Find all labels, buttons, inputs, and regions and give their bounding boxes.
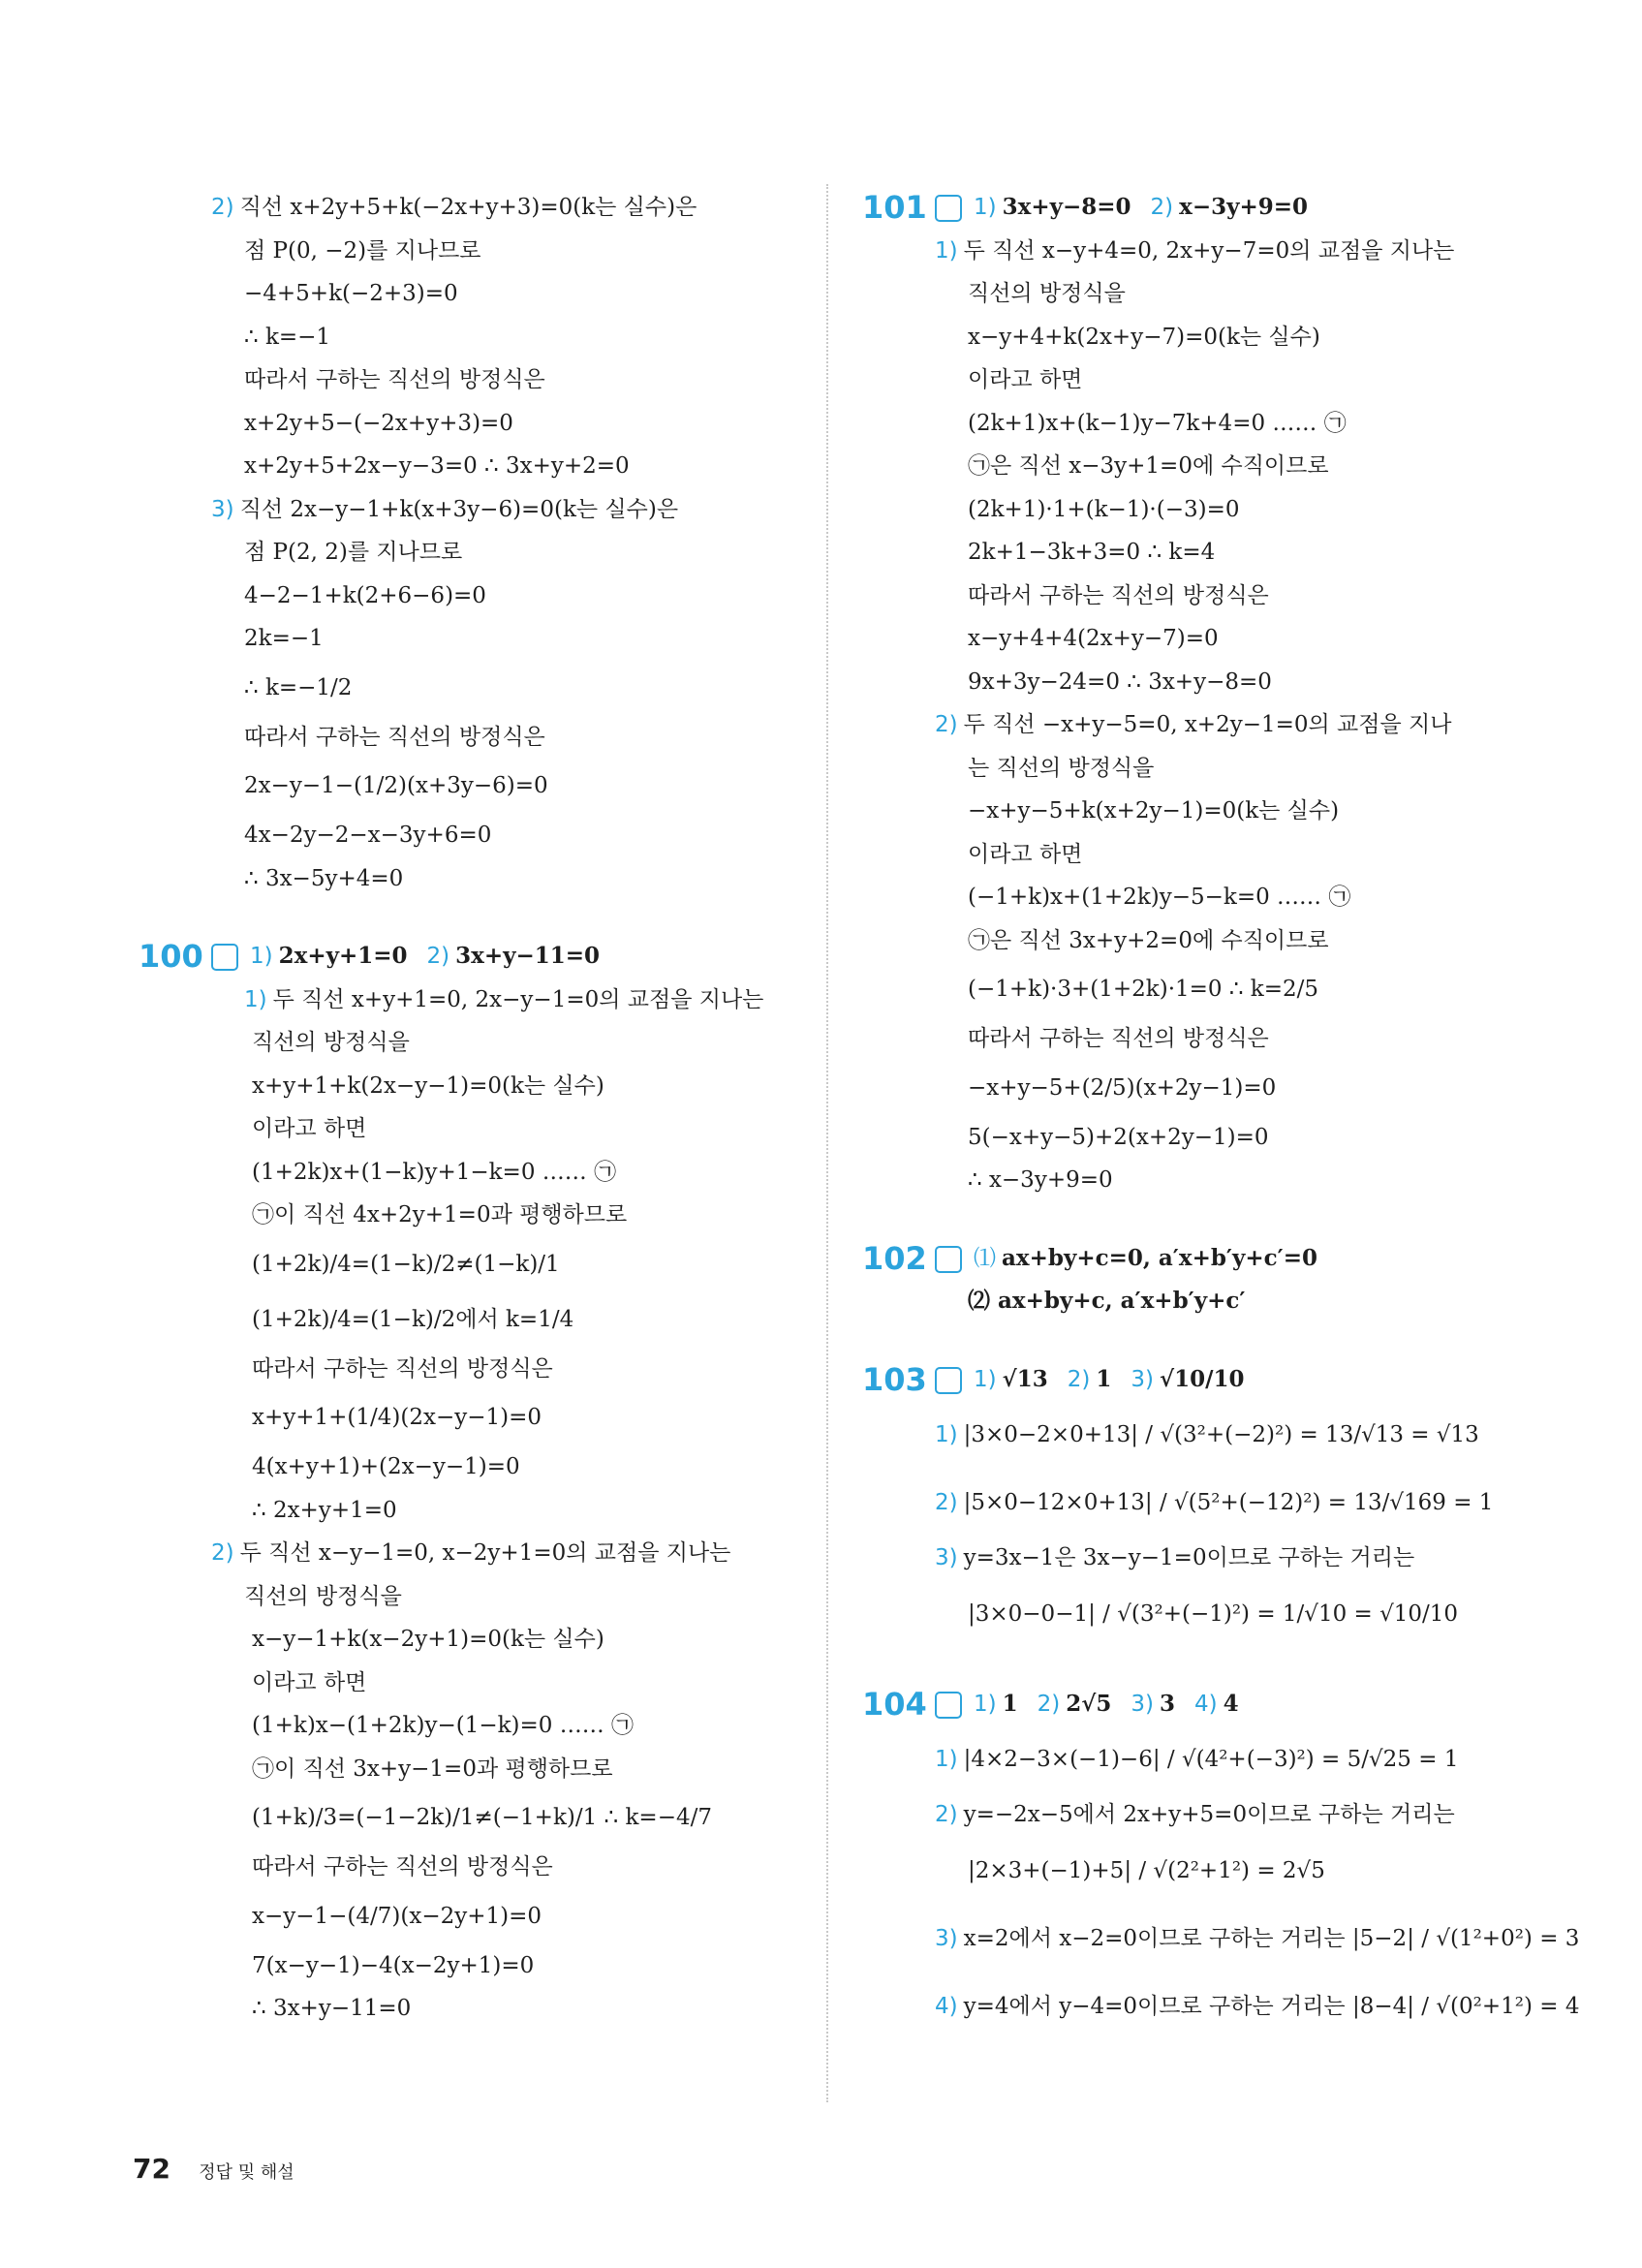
answer-mark: 2) — [1067, 1366, 1091, 1392]
page-number: 72 — [133, 2153, 170, 2185]
solution-line — [935, 1837, 1506, 1905]
solution-text: −4+5+k(−2+3)=0 — [244, 281, 458, 306]
answer-text: 3x+y−11=0 — [455, 943, 601, 969]
problem-header — [139, 935, 812, 979]
solution-line — [935, 1725, 1506, 1793]
solution-text: 2x−y−1−(1/2)(x+3y−6)=0 — [244, 773, 548, 798]
answer-mark: ⑴ — [974, 1245, 996, 1271]
answer-item — [974, 1691, 1018, 1717]
solution-text: 따라서 구하는 직선의 방정식은 — [968, 582, 1269, 608]
solution-line — [935, 358, 1506, 402]
solution-text: 이라고 하면 — [968, 367, 1083, 392]
solution-line — [935, 1905, 1580, 1973]
solution-text: 4x−2y−2−x−3y+6=0 — [244, 823, 492, 848]
solution-text: |3×0−0−1| / √(3²+(−1)²) = 1/√10 = √10/10 — [968, 1600, 1459, 1627]
solution-text: 이라고 하면 — [968, 841, 1083, 867]
solution-line — [211, 1348, 812, 1391]
solution-line — [211, 488, 812, 532]
solution-text: 따라서 구하는 직선의 방정식은 — [252, 1355, 553, 1382]
solution-text: x+2y+5+2x−y−3=0 ∴ 3x+y+2=0 — [244, 453, 630, 479]
answer-text: 2x+y+1=0 — [278, 943, 408, 969]
answer-mark: 1) — [974, 195, 997, 220]
solution-line — [935, 1537, 1506, 1580]
solution-line — [211, 1575, 812, 1619]
solution-text: (2k+1)·1+(k−1)·(−3)=0 — [968, 496, 1240, 522]
answer-mark: 1) — [974, 1691, 997, 1717]
answer-mark: 2) — [1037, 1691, 1061, 1717]
solution-text: 따라서 구하는 직선의 방정식은 — [252, 1854, 553, 1880]
solution-line — [211, 1021, 812, 1065]
answer-mark: 1) — [250, 944, 273, 969]
left-column — [139, 186, 812, 2031]
solution-text: ∴ k=−1 — [244, 324, 331, 350]
answer-item — [974, 1245, 1317, 1271]
problem-number: 102 — [862, 1239, 927, 1277]
solution-line — [935, 1061, 1506, 1116]
solution-text: 두 직선 x−y+4=0, 2x+y−7=0의 교점을 지나는 — [963, 237, 1455, 264]
solution-line — [935, 1469, 1506, 1537]
solution-line — [935, 703, 1506, 747]
solution-line — [211, 402, 812, 446]
solution-line — [935, 1017, 1506, 1061]
step-mark: 2) — [935, 712, 958, 737]
solution-line — [935, 962, 1506, 1017]
solution-line — [211, 1790, 812, 1846]
solution-text: ㉠이 직선 3x+y−1=0과 평행하므로 — [252, 1755, 613, 1782]
solution-line — [211, 1065, 812, 1108]
solution-text: y=4에서 y−4=0이므로 구하는 거리는 |8−4| / √(0²+1²) = 4 — [963, 1993, 1580, 2019]
solution-text: 점 P(0, −2)를 지나므로 — [244, 237, 481, 264]
solution-text: ㉠이 직선 4x+2y+1=0과 평행하므로 — [252, 1202, 628, 1227]
solution-line — [935, 617, 1506, 661]
solution-text: (1+k)/3=(−1−2k)/1≠(−1+k)/1 ∴ k=−4/7 — [252, 1805, 712, 1830]
step-mark: 2) — [211, 1540, 234, 1566]
step-mark: 1) — [935, 1422, 958, 1447]
solution-line — [211, 316, 812, 359]
step-mark: 3) — [211, 496, 234, 522]
answer-badge-icon — [935, 1692, 962, 1719]
step-mark: 2) — [935, 1490, 958, 1515]
answer-item — [1131, 1691, 1175, 1717]
answer-mark: 4) — [1193, 1691, 1218, 1717]
solution-line — [211, 1237, 812, 1292]
solution-text: |4×2−3×(−1)−6| / √(4²+(−3)²) = 5/√25 = 1 — [963, 1747, 1459, 1772]
section-gap — [935, 1648, 1506, 1683]
solution-text: 7(x−y−1)−4(x−2y+1)=0 — [252, 1952, 535, 1978]
solution-text: (−1+k)x+(1+2k)y−5−k=0 …… ㉠ — [968, 885, 1351, 910]
solution-line — [935, 1116, 1506, 1160]
solution-line — [211, 1489, 812, 1533]
solution-line — [211, 716, 812, 760]
footer-label: 정답 및 해설 — [199, 2162, 294, 2183]
solution-line — [211, 1846, 812, 1889]
solution-text: 2k=−1 — [244, 626, 324, 651]
solution-line — [935, 747, 1506, 791]
problem-header — [862, 1237, 1506, 1281]
solution-text: ∴ 3x+y−11=0 — [252, 1996, 412, 2021]
answer-text: ax+by+c=0, a′x+b′y+c′=0 — [1002, 1244, 1317, 1271]
solution-line — [935, 575, 1506, 618]
solution-text: |3×0−2×0+13| / √(3²+(−2)²) = 13/√13 = √13 — [963, 1422, 1479, 1447]
step-mark: 4) — [935, 1993, 958, 2019]
problem-number: 104 — [862, 1685, 927, 1723]
solution-line — [211, 1704, 812, 1748]
solution-line — [211, 1292, 812, 1348]
solution-text: 점 P(2, 2)를 지나므로 — [244, 540, 463, 565]
answer-text: 4 — [1223, 1690, 1239, 1717]
solution-text: |2×3+(−1)+5| / √(2²+1²) = 2√5 — [968, 1857, 1325, 1883]
solution-text: x−y−1+k(x−2y+1)=0(k는 실수) — [252, 1627, 604, 1652]
solution-text: ∴ k=−1/2 — [244, 674, 353, 700]
solution-line — [935, 445, 1506, 488]
answer-text: x−3y+9=0 — [1179, 194, 1309, 220]
solution-line — [211, 814, 812, 857]
solution-text: x−y+4+k(2x+y−7)=0(k는 실수) — [968, 324, 1320, 350]
solution-text: x−y+4+4(2x+y−7)=0 — [968, 626, 1219, 651]
answer-text: 2√5 — [1066, 1690, 1112, 1717]
solution-line — [211, 186, 812, 230]
section-gap — [935, 1202, 1506, 1237]
answer-mark: 3) — [1131, 1366, 1154, 1392]
solution-text: 5(−x+y−5)+2(x+2y−1)=0 — [968, 1124, 1269, 1150]
solution-text: (−1+k)·3+(1+2k)·1=0 ∴ k=2/5 — [968, 977, 1319, 1002]
solution-line — [211, 445, 812, 488]
step-mark: 2) — [935, 1802, 958, 1827]
solution-text: 따라서 구하는 직선의 방정식은 — [244, 724, 545, 750]
solution-text: 직선 x+2y+5+k(−2x+y+3)=0(k는 실수)은 — [239, 195, 697, 220]
solution-text: 4−2−1+k(2+6−6)=0 — [244, 582, 486, 608]
solution-text: 는 직선의 방정식을 — [968, 755, 1155, 781]
solution-line — [935, 230, 1506, 273]
solution-line — [211, 1532, 812, 1575]
solution-line — [935, 272, 1506, 316]
solution-line — [935, 833, 1506, 877]
solution-line — [211, 1107, 812, 1151]
solution-line — [935, 402, 1506, 446]
solution-text: ∴ 3x−5y+4=0 — [244, 865, 404, 891]
solution-text: ⑵ ax+by+c, a′x+b′y+c′ — [968, 1288, 1246, 1314]
solution-text: x=2에서 x−2=0이므로 구하는 거리는 |5−2| / √(1²+0²) = 3 — [963, 1925, 1580, 1951]
solution-text: 직선의 방정식을 — [252, 1030, 410, 1055]
solution-line — [935, 1280, 1506, 1323]
answer-badge-icon — [935, 1367, 962, 1394]
answer-badge-icon — [935, 195, 962, 222]
solution-text: (1+2k)/4=(1−k)/2에서 k=1/4 — [252, 1306, 574, 1332]
problem-header — [862, 1358, 1506, 1402]
answer-item — [1151, 194, 1309, 220]
solution-line — [211, 1445, 812, 1489]
solution-text: 직선의 방정식을 — [244, 1583, 402, 1609]
section-gap — [211, 900, 812, 935]
solution-text: 이라고 하면 — [252, 1669, 367, 1695]
solution-line — [935, 1793, 1506, 1837]
solution-text: ㉠은 직선 x−3y+1=0에 수직이므로 — [968, 453, 1329, 479]
solution-text: 9x+3y−24=0 ∴ 3x+y−8=0 — [968, 668, 1272, 695]
solution-line — [211, 272, 812, 316]
solution-line — [211, 1151, 812, 1195]
problem-number: 100 — [139, 938, 203, 975]
answer-item — [974, 1366, 1048, 1392]
solution-line — [211, 759, 812, 814]
solution-line — [211, 531, 812, 575]
answer-text: 3 — [1159, 1690, 1175, 1717]
answer-item — [250, 943, 408, 969]
step-mark: 1) — [244, 986, 267, 1012]
solution-text: (1+k)x−(1+2k)y−(1−k)=0 …… ㉠ — [252, 1713, 635, 1738]
solution-line — [211, 661, 812, 716]
solution-line — [935, 1580, 1506, 1648]
step-mark: 2) — [211, 195, 234, 220]
answer-item — [974, 194, 1131, 220]
solution-line — [935, 919, 1506, 963]
answer-mark: 2) — [426, 944, 450, 969]
answer-item — [427, 943, 601, 969]
solution-text: x−y−1−(4/7)(x−2y+1)=0 — [252, 1903, 542, 1929]
answer-mark: 2) — [1150, 195, 1174, 220]
solution-text: −x+y−5+(2/5)(x+2y−1)=0 — [968, 1074, 1277, 1101]
solution-text: x+y+1+k(2x−y−1)=0(k는 실수) — [252, 1072, 604, 1099]
solution-line — [211, 617, 812, 661]
answer-item — [1038, 1691, 1112, 1717]
step-mark: 3) — [935, 1545, 958, 1570]
step-mark: 1) — [935, 1747, 958, 1772]
solution-line — [935, 876, 1506, 919]
answer-mark: 1) — [974, 1366, 997, 1392]
problem-header — [862, 186, 1506, 230]
solution-line — [211, 1748, 812, 1791]
right-column — [862, 186, 1580, 2040]
solution-line — [935, 1159, 1506, 1202]
solution-text: 따라서 구하는 직선의 방정식은 — [244, 367, 545, 392]
solution-text: ∴ 2x+y+1=0 — [252, 1497, 397, 1523]
solution-line — [211, 1889, 812, 1944]
solution-line — [211, 1194, 812, 1237]
solution-text: 두 직선 x−y−1=0, x−2y+1=0의 교점을 지나는 — [239, 1540, 731, 1566]
solution-line — [935, 661, 1506, 704]
solution-text: y=−2x−5에서 2x+y+5=0이므로 구하는 거리는 — [963, 1802, 1455, 1827]
answer-text: √13 — [1002, 1365, 1048, 1392]
solution-line — [211, 1662, 812, 1705]
solution-line — [935, 531, 1506, 575]
solution-line — [211, 1987, 812, 2031]
solution-line — [935, 790, 1506, 833]
solution-line — [211, 230, 812, 273]
solution-text: x+y+1+(1/4)(2x−y−1)=0 — [252, 1405, 542, 1430]
solution-text: 두 직선 x+y+1=0, 2x−y−1=0의 교점을 지나는 — [272, 986, 764, 1012]
solution-text: x+2y+5−(−2x+y+3)=0 — [244, 410, 513, 436]
solution-text: 4(x+y+1)+(2x−y−1)=0 — [252, 1454, 520, 1479]
answer-item — [1131, 1366, 1244, 1392]
solution-text: y=3x−1은 3x−y−1=0이므로 구하는 거리는 — [963, 1545, 1415, 1570]
column-divider — [826, 184, 828, 2102]
problem-header — [862, 1683, 1506, 1726]
solution-line — [211, 1618, 812, 1662]
solution-text: 2k+1−3k+3=0 ∴ k=4 — [968, 540, 1216, 565]
solution-text: 직선 2x−y−1+k(x+3y−6)=0(k는 실수)은 — [239, 496, 679, 522]
problem-number: 101 — [862, 189, 927, 226]
problem-number: 103 — [862, 1360, 927, 1398]
step-mark: 1) — [935, 237, 958, 264]
solution-text: (1+2k)x+(1−k)y+1−k=0 …… ㉠ — [252, 1159, 617, 1185]
answer-text: 1 — [1002, 1690, 1018, 1717]
solution-text: 두 직선 −x+y−5=0, x+2y−1=0의 교점을 지나 — [963, 712, 1452, 737]
solution-line — [211, 1390, 812, 1445]
section-gap — [935, 1323, 1506, 1358]
solution-text: 이라고 하면 — [252, 1116, 367, 1141]
solution-text: (2k+1)x+(k−1)y−7k+4=0 …… ㉠ — [968, 410, 1347, 436]
answer-item — [1068, 1366, 1112, 1392]
solution-line — [211, 857, 812, 901]
answer-text: 3x+y−8=0 — [1002, 194, 1131, 220]
solution-line — [935, 316, 1506, 359]
answer-text: √10/10 — [1159, 1365, 1245, 1392]
solution-text: 따라서 구하는 직선의 방정식은 — [968, 1026, 1269, 1051]
answer-mark: 3) — [1131, 1691, 1154, 1717]
page-footer — [133, 2153, 294, 2185]
solution-line — [935, 488, 1506, 532]
solution-text: |5×0−12×0+13| / √(5²+(−12)²) = 13/√169 = 1 — [963, 1490, 1494, 1515]
solution-text: 직선의 방정식을 — [968, 281, 1126, 306]
step-mark: 3) — [935, 1925, 958, 1951]
answer-badge-icon — [211, 944, 238, 971]
solution-line — [935, 1973, 1580, 2040]
solution-line — [211, 358, 812, 402]
solution-line — [211, 979, 812, 1022]
answer-text: 1 — [1096, 1365, 1112, 1392]
solution-line — [211, 1944, 812, 1988]
solution-line — [211, 575, 812, 618]
answer-item — [1194, 1691, 1239, 1717]
solution-text: ㉠은 직선 3x+y+2=0에 수직이므로 — [968, 927, 1329, 953]
solution-text: −x+y−5+k(x+2y−1)=0(k는 실수) — [968, 798, 1340, 823]
solution-text: ∴ x−3y+9=0 — [968, 1167, 1113, 1193]
answer-badge-icon — [935, 1246, 962, 1273]
solution-line — [935, 1401, 1506, 1469]
solution-text: (1+2k)/4=(1−k)/2≠(1−k)/1 — [252, 1251, 560, 1277]
